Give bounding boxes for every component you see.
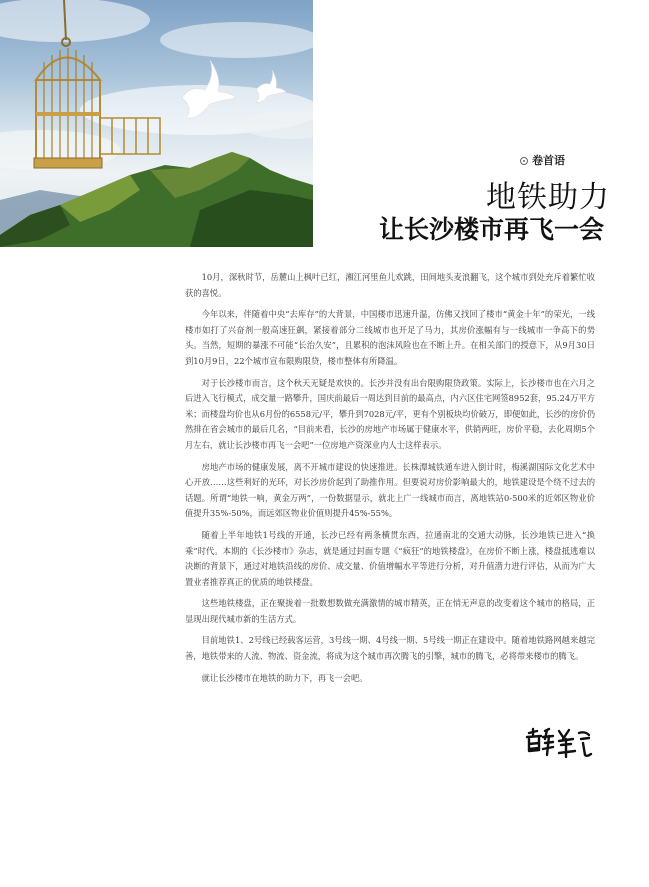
paragraph-3: 对于长沙楼市而言，这个秋天无疑是欢快的。长沙并没有出台限购限贷政策。实际上，长沙楼市也在六月之后进入飞行模式，成交量一路攀升，国庆前最后一周达到目前的最高点，内六区住宅网签8952套，95.24万平方米；而楼盘均价也从6月份的6558元/平，攀升到7028元/平，更有个别板块均价破万，即便如此，长沙的房价仍然排在省会城市的最后几名，“目前来看，长沙的房地产市场属于健康水平，供销两旺，房价平稳，去化周期5个月左右，就让长沙楼市再飞一会吧”一位房地产资深业内人士这样表示。 <box>185 377 595 450</box>
circle-bullet-icon <box>520 157 528 165</box>
paragraph-7: 目前地铁1、2号线已经载客运营，3号线一期、4号线一期、5号线一期正在建设中。随着地铁路网越来越完善，地铁带来的人流、物流、资金流，将成为这个城市再次腾飞的引擎，城市的腾飞，必将带来楼市的腾飞。 <box>185 635 595 662</box>
editorial-body <box>185 270 595 692</box>
paragraph-6: 这些地铁楼盘，正在聚拢着一批数想数做充满激情的城市精英，正在悄无声息的改变着这个城市的格局，正显现出现代城市新的生活方式。 <box>185 598 595 624</box>
paragraph-5: 随着上半年地铁1号线的开通，长沙已经有两条横贯东西，拉通南北的交通大动脉，长沙地铁已进入“换乘”时代。本期的《长沙楼市》杂志，就是通过封面专题《“疯狂”的地铁楼盘》，在房价不断上涨，楼盘抵逃难以决断的背景下，通过对地铁沿线的房价、成交量、价值增幅水平等进行分析，对升值潜力进行评估，从而为广大置业者推荐真正的优质的地铁楼盘。 <box>185 529 595 587</box>
section-tag <box>520 152 600 170</box>
hero-illustration <box>0 0 313 247</box>
section-tag-label: 卷首语 <box>532 154 565 167</box>
paragraph-1: 10月，深秋时节，岳麓山上枫叶已红，湘江河里鱼儿欢跳，田间地头麦浪翻飞，这个城市到处充斥着繁忙收获的喜悦。 <box>185 272 595 298</box>
author-signature <box>523 727 593 759</box>
hero-image <box>0 0 313 247</box>
paragraph-2: 今年以来，伴随着中央“去库存”的大背景，中国楼市迅速升温，仿佛又找回了楼市“黄金十年”的荣光，一线楼市如打了兴奋剂一般高速狂飙，紧接着部分二线城市也开足了马力，其房价涨幅有与一线城市一争高下的势头。当然，短期的暴涨不可能“长治久安”，且累积的泡沫风险也在不断上升。在相关部门的授意下，从9月30日到10月9日，22个城市宣布限购限贷，楼市整体有所降温。 <box>185 309 595 366</box>
handwritten-signature-icon <box>523 727 593 759</box>
paragraph-8: 就让长沙楼市在地铁的助力下，再飞一会吧。 <box>201 672 368 683</box>
page-title: 地铁助力 <box>486 180 610 215</box>
paragraph-4: 房地产市场的健康发展，离不开城市建设的快速推进。长株潭城铁通车进入倒计时，梅溪湖国际文化艺术中心开放……这些利好的光环，对长沙房价起到了助推作用。但要说对房价影响最大的，地铁建设是个绕不过去的话题。所谓“地铁一响，黄金万两”，一份数据显示，就北上广一线城市而言，离地铁站0-500米的近郊区物业价值提升35%-50%，而远郊区物业价值则提升45%-55%。 <box>185 461 595 519</box>
page-subtitle: 让长沙楼市再飞一会 <box>378 215 604 244</box>
